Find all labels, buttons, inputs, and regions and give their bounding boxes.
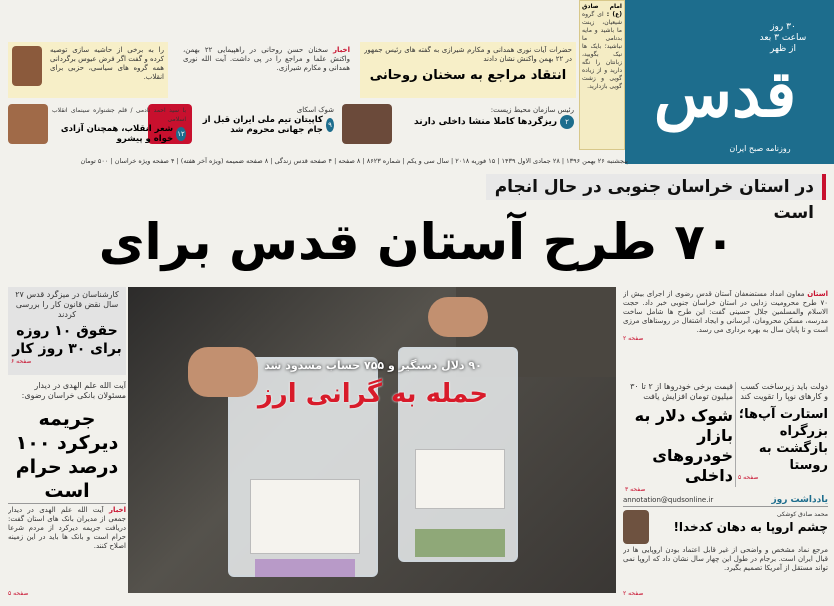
story-headline: جریمه دیرکرد ۱۰۰ درصد حرام است	[15, 408, 119, 502]
lead-photo	[128, 287, 616, 593]
lead-text: معاون امداد مستضعفان آستان قدس رضوی از اجرای بیش از ۷۰ طرح محرومیت زدایی در استان خراسان جنوبی خبر داد. حجت الاسلام والمسلمین جلال حسینی گفت: این طرح ها شامل ساخت مدرسه، مسکن محرومان، آبرسانی و ایجاد اشتغال در روستاهای مرزی است و تا پایان سال به بهره برداری می رسد.	[623, 290, 828, 334]
story-kicker: قیمت برخی خودروها از ۲ تا ۳۰ میلیون تومان افزایش یافت	[630, 382, 733, 401]
slogan: روزنامه صبح ایران	[729, 144, 791, 153]
newspaper-logo: قدس	[653, 57, 797, 132]
story-bank-penalty[interactable]	[8, 381, 126, 502]
portrait-image	[12, 46, 42, 86]
teaser-left[interactable]	[8, 42, 168, 98]
teaser-text: سخنان حسن روحانی در راهپیمایی ۲۲ بهمن، واکنش علما و مراجع را در پی داشت. آیت الله نوری همدانی و مکارم شیرازی.	[183, 46, 350, 72]
story-text: آیت الله علم الهدی در دیدار جمعی از مدیران بانک های استان گفت: دریافت جریمه دیرکرد از مردم شرعا حرام است و بانک ها باید در این زمینه اصلاح کنند.	[8, 506, 126, 550]
teaser-text: حضرات آیات نوری همدانی و مکارم شیرازی به گفته های رئیس جمهور در ۲۲ بهمن واکنش نشان دادند	[364, 46, 572, 63]
lead-headline[interactable]: ۷۰ طرح آستان قدس برای	[98, 213, 736, 271]
story-page-ref[interactable]: صفحه ۵	[738, 474, 759, 481]
annotation-title[interactable]: چشم اروپا به دهان کدخدا!	[673, 520, 828, 534]
teaser-headline: انتقاد مراجع به سخنان روحانی	[369, 68, 567, 83]
lead-page-ref[interactable]: صفحه ۲	[623, 335, 644, 342]
annotation-email[interactable]: annotation@qudsonline.ir	[623, 496, 714, 504]
lead-label: آستان	[807, 290, 828, 298]
photo-poet	[8, 104, 48, 144]
news-label: اخبار	[109, 506, 126, 514]
column-divider	[735, 382, 736, 487]
author-photo	[623, 510, 649, 544]
teaser-headline: ریزگردها کاملا منشا داخلی دارند	[414, 117, 557, 127]
teaser-kicker: رئیس سازمان محیط زیست:	[490, 106, 574, 114]
divider	[8, 503, 126, 504]
hadith-body: ای گروه شیعیان، زینت ما باشید و مایه بدنامی ما نباشید؛ بایک ها نیک بگویید، زبانتان را نگه دارید و از زیاده گویی و زشت گویی بازدارید.	[582, 11, 622, 90]
news-label: اخبار	[333, 46, 350, 54]
page-number-badge: ۱۲	[176, 127, 186, 141]
top-teasers	[8, 42, 576, 142]
left-column	[8, 287, 126, 599]
story-headline: شوک دلار به بازار خودروهای داخلی	[634, 406, 733, 485]
lead-kicker: در استان خراسان جنوبی در حال انجام است	[486, 174, 826, 200]
annotation-section: یادداشت روز	[771, 495, 828, 505]
logo-emblem: ۳۰ روز ساعت ۳ بعد از ظهر	[759, 22, 807, 54]
story-bank-body	[8, 501, 126, 599]
story-page-ref[interactable]: صفحه ۳	[625, 486, 646, 493]
editorial-annotation	[623, 495, 828, 603]
annotation-page-ref[interactable]: صفحه ۲	[623, 590, 644, 597]
photo-kicker: ۹۰ دلال دستگیر و ۷۵۵ حساب مسدود شد	[264, 359, 482, 372]
page-number-badge: ۲	[560, 115, 574, 129]
teaser-headline: کاپیتان تیم ملی ایران قبل از جام جهانی محروم شد	[202, 115, 323, 135]
page-number-badge: ۹	[326, 118, 334, 132]
annotation-body: مرجع نماد مشخص و واضحی از غیر قابل اعتماد بودن اروپایی ها در قبال ایران است. برجام در طول این چهار سال نشان داد که اروپا نمی تواند مستقل از آمریکا تصمیم بگیرد.	[623, 546, 828, 572]
document-sheet	[415, 449, 505, 509]
story-page-ref[interactable]: صفحه ۵	[8, 590, 29, 597]
annotation-author: محمد صادق کوشکی	[776, 511, 828, 518]
story-startups[interactable]	[738, 382, 828, 492]
teaser-text: را به برخی از حاشیه سازی توصیه کرده و گفت اگر فرض عیوس برگردانی همه گروه های سیاسی، حزبی برای انقلاب.	[50, 46, 164, 81]
euro-banknotes	[255, 559, 355, 577]
teaser-kicker: با سید احمد نادمی / قلم جشنواره سینمای انقلاب اسلامی	[52, 107, 186, 123]
story-kicker: آیت الله علم الهدی در دیدار مسئولان بانکی خراسان رضوی:	[21, 381, 126, 400]
story-headline: حقوق ۱۰ روزه برای ۳۰ روز کار	[12, 323, 122, 357]
issue-date-bar: پنجشنبه ۲۶ بهمن ۱۳۹۶ | ۲۸ جمادی الاول ۱۴۳۹ | ۱۵ فوریه ۲۰۱۸ | سال سی و یکم | شماره ۸۶۲۳ | ۸ صفحه | ۴ صفحه قدس زندگی | ۸ صفحه ضمیمه (ویژه آخر هفته) | ۴ صفحه ویژه خراسان | ۵۰۰ تومان	[80, 157, 628, 165]
teaser-news[interactable]	[179, 42, 354, 98]
document-sheet	[250, 479, 360, 554]
story-cars[interactable]	[625, 382, 733, 492]
hand	[428, 297, 488, 337]
teaser-dust[interactable]	[396, 104, 576, 144]
story-kicker: کارشناسان در میزگرد قدس ۲۷ سال نقض قانون کار را بررسی کردند	[15, 290, 119, 319]
story-headline: استارت آپ‌ها؛ بزرگراه بازگشت به روستا	[738, 407, 828, 473]
hadith-sidebar	[579, 0, 625, 150]
teaser-headline: شعر انقلاب، همچنان آزادی خواه و پیشرو	[60, 124, 174, 144]
story-page-ref[interactable]: صفحه ۶	[11, 358, 32, 365]
story-kicker: دولت باید زیرساخت کسب و کارهای نوپا را تقویت کند	[740, 382, 828, 401]
dollar-banknotes	[415, 529, 505, 557]
photo-headline[interactable]: حمله به گرانی ارز	[257, 379, 489, 409]
teaser-kicker: شوک اسکای	[296, 106, 334, 114]
teaser-captain[interactable]	[196, 104, 336, 144]
teaser-marajea[interactable]	[360, 42, 576, 98]
photo-official	[342, 104, 392, 144]
teaser-poetry[interactable]	[50, 104, 188, 144]
hadith-head: امام صادق (ع) :	[582, 3, 622, 18]
lead-body	[623, 290, 828, 356]
story-labor[interactable]	[8, 287, 126, 375]
